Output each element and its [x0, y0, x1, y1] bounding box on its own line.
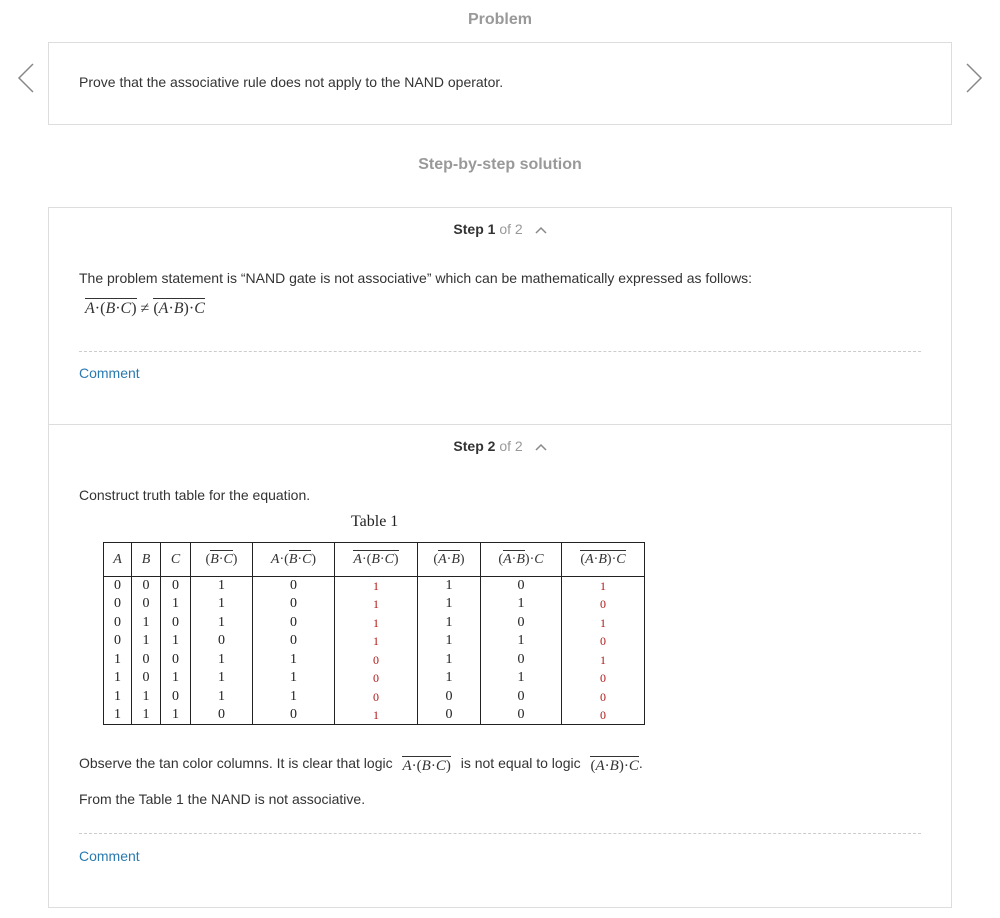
- table-cell: 1: [191, 688, 253, 707]
- col-header-b-and-c: (B·C): [191, 543, 253, 577]
- observe-prefix: Observe the tan color columns. It is clear that logic: [79, 755, 393, 771]
- table-cell: 0: [253, 577, 335, 596]
- table-cell: 0: [132, 669, 161, 688]
- table-cell: 1: [191, 651, 253, 670]
- table-cell: 1: [418, 669, 481, 688]
- table-row: [104, 669, 645, 688]
- expression-ab-nand-c: (A·B)·C: [590, 758, 639, 774]
- table-cell: 1: [418, 632, 481, 651]
- table-cell: 0: [161, 688, 191, 707]
- table-cell: 0: [562, 595, 645, 614]
- table-cell: 0: [104, 632, 132, 651]
- table-cell: 1: [191, 577, 253, 596]
- table-cell: 1: [418, 651, 481, 670]
- table-row: [104, 688, 645, 707]
- table-header-row: [104, 543, 645, 577]
- solution-heading: Step-by-step solution: [418, 156, 582, 173]
- table-row: [104, 706, 645, 725]
- truth-table-body: [104, 577, 645, 725]
- table-cell: 0: [104, 614, 132, 633]
- table-cell: 1: [253, 669, 335, 688]
- table-cell: 1: [132, 632, 161, 651]
- table-cell: 1: [335, 632, 418, 651]
- table-cell: 0: [481, 577, 562, 596]
- col-header-b: B: [132, 543, 161, 577]
- observe-middle: is not equal to logic: [460, 755, 581, 771]
- table-cell: 0: [481, 688, 562, 707]
- table-cell: 0: [253, 595, 335, 614]
- col-header-c: C: [161, 543, 191, 577]
- table-cell: 0: [253, 632, 335, 651]
- table-cell: 1: [191, 669, 253, 688]
- table-cell: 1: [132, 706, 161, 725]
- table-cell: 0: [481, 651, 562, 670]
- divider: [79, 833, 921, 834]
- table-cell: 1: [104, 651, 132, 670]
- comment-link[interactable]: Comment: [79, 848, 140, 864]
- table-cell: 0: [161, 651, 191, 670]
- table-cell: 1: [335, 614, 418, 633]
- step-1-text: The problem statement is “NAND gate is not associative” which can be mathematically expressed as follows:: [79, 270, 753, 286]
- table-cell: 1: [418, 577, 481, 596]
- chevron-up-icon[interactable]: [535, 226, 547, 234]
- table-cell: 1: [481, 595, 562, 614]
- table-cell: 1: [253, 688, 335, 707]
- table-cell: 0: [562, 688, 645, 707]
- step-1: [49, 208, 951, 425]
- table-cell: 1: [132, 614, 161, 633]
- table-cell: 0: [191, 632, 253, 651]
- table-cell: 1: [335, 577, 418, 596]
- table-cell: 0: [104, 577, 132, 596]
- table-cell: 0: [132, 651, 161, 670]
- table-cell: 0: [104, 595, 132, 614]
- table-cell: 0: [335, 669, 418, 688]
- col-header-nand-a-nand-bc: A·(B·C): [335, 543, 418, 577]
- col-header-nand-nand-ab-c: (A·B)·C: [562, 543, 645, 577]
- table-caption: Table 1: [351, 513, 399, 530]
- next-arrow-icon[interactable]: [963, 62, 985, 94]
- table-cell: 1: [481, 669, 562, 688]
- divider: [79, 351, 921, 352]
- table-cell: 1: [562, 651, 645, 670]
- table-cell: 1: [132, 688, 161, 707]
- table-cell: 0: [253, 706, 335, 725]
- table-cell: 1: [335, 595, 418, 614]
- col-header-a: A: [104, 543, 132, 577]
- table-cell: 0: [161, 577, 191, 596]
- table-cell: 1: [481, 632, 562, 651]
- table-cell: 1: [418, 614, 481, 633]
- steps-card: [48, 207, 952, 908]
- table-cell: 0: [253, 614, 335, 633]
- chevron-up-icon[interactable]: [535, 443, 547, 451]
- table-cell: 0: [562, 706, 645, 725]
- step-1-header[interactable]: [49, 221, 951, 237]
- table-row: [104, 595, 645, 614]
- step-count: of 2: [499, 221, 523, 237]
- problem-heading: Problem: [467, 11, 532, 28]
- table-cell: 0: [161, 614, 191, 633]
- table-cell: 0: [562, 669, 645, 688]
- table-cell: 1: [253, 651, 335, 670]
- table-row: [104, 577, 645, 596]
- nand-inequality-equation: A·(B·C) ≠ (A·B)·C: [85, 300, 205, 317]
- table-cell: 0: [132, 595, 161, 614]
- truth-table: [103, 542, 645, 725]
- table-row: [104, 614, 645, 633]
- table-cell: 1: [104, 706, 132, 725]
- table-cell: 0: [132, 577, 161, 596]
- table-cell: 0: [481, 706, 562, 725]
- previous-arrow-icon[interactable]: [15, 62, 37, 94]
- expression-a-nand-bc: A·(B·C): [402, 758, 451, 774]
- table-cell: 0: [418, 688, 481, 707]
- table-cell: 1: [562, 614, 645, 633]
- table-cell: 1: [191, 595, 253, 614]
- observation-text: [79, 755, 643, 775]
- table-cell: 1: [562, 577, 645, 596]
- col-header-a-and-b: (A·B): [418, 543, 481, 577]
- table-cell: 1: [161, 669, 191, 688]
- col-header-a-and-nand-bc: A·(B·C): [253, 543, 335, 577]
- problem-card: [48, 42, 952, 125]
- table-cell: 0: [335, 651, 418, 670]
- table-cell: 1: [161, 595, 191, 614]
- problem-text: Prove that the associative rule does not apply to the NAND operator.: [79, 74, 504, 90]
- table-cell: 0: [562, 632, 645, 651]
- table-cell: 1: [418, 595, 481, 614]
- table-cell: 1: [104, 669, 132, 688]
- table-cell: 1: [191, 614, 253, 633]
- table-cell: 1: [335, 706, 418, 725]
- table-row: [104, 632, 645, 651]
- step-2: [49, 425, 951, 908]
- step-2-intro: Construct truth table for the equation.: [79, 487, 311, 503]
- step-count: of 2: [499, 438, 523, 454]
- table-cell: 1: [161, 632, 191, 651]
- table-cell: 1: [161, 706, 191, 725]
- step-label: Step 1: [453, 221, 496, 237]
- comment-link[interactable]: Comment: [79, 365, 140, 381]
- table-cell: 0: [191, 706, 253, 725]
- table-cell: 0: [418, 706, 481, 725]
- step-label: Step 2: [453, 438, 496, 454]
- table-cell: 0: [335, 688, 418, 707]
- step-2-conclusion: From the Table 1 the NAND is not associative.: [79, 791, 366, 807]
- table-cell: 1: [104, 688, 132, 707]
- table-row: [104, 651, 645, 670]
- col-header-nand-ab-and-c: (A·B)·C: [481, 543, 562, 577]
- table-cell: 0: [481, 614, 562, 633]
- step-2-header[interactable]: [49, 438, 951, 454]
- observe-suffix: .: [638, 755, 643, 771]
